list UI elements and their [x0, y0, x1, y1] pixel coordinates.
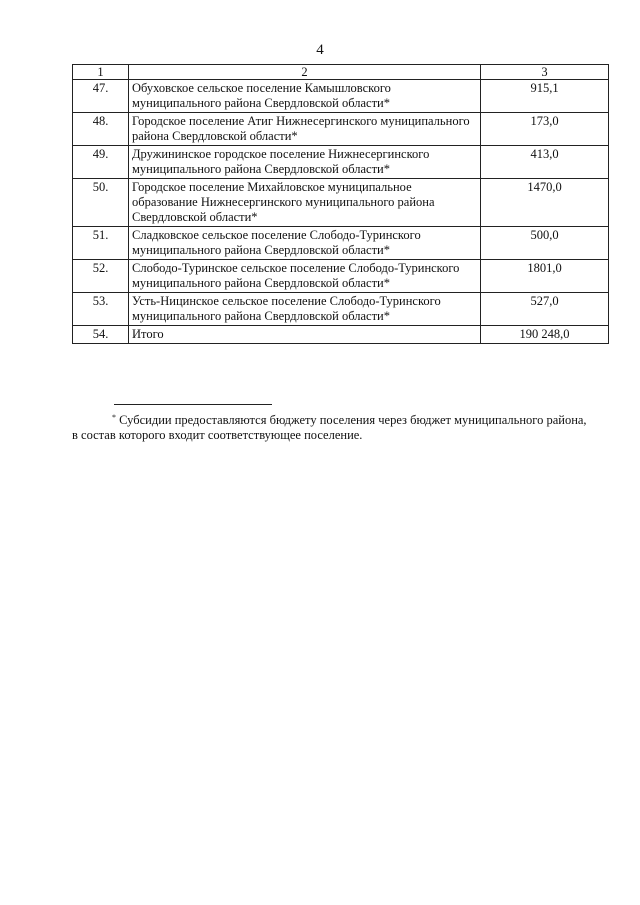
row-value: 500,0 — [481, 227, 609, 260]
row-value: 1470,0 — [481, 179, 609, 227]
row-value: 173,0 — [481, 113, 609, 146]
footnote-line-2: в состав которого входит соответствующее поселение. — [72, 428, 363, 442]
row-value: 413,0 — [481, 146, 609, 179]
footnote-line-1 — [72, 410, 612, 428]
row-value: 190 248,0 — [481, 326, 609, 344]
footnote-divider — [114, 404, 272, 405]
table-row-total — [73, 326, 609, 344]
table-row — [73, 113, 609, 146]
footnote-marker: * — [112, 413, 116, 422]
row-value: 1801,0 — [481, 260, 609, 293]
table-row — [73, 146, 609, 179]
row-name: Обуховское сельское поселение Камышловского муниципального района Свердловской области* — [129, 80, 481, 113]
row-value: 915,1 — [481, 80, 609, 113]
row-number: 53. — [73, 293, 129, 326]
row-name: Дружининское городское поселение Нижнесергинского муниципального района Свердловской области* — [129, 146, 481, 179]
row-number: 54. — [73, 326, 129, 344]
row-number: 50. — [73, 179, 129, 227]
column-header-name: 2 — [129, 65, 481, 80]
table-header-row — [73, 65, 609, 80]
row-value: 527,0 — [481, 293, 609, 326]
table-row — [73, 227, 609, 260]
footnote — [72, 410, 612, 443]
row-number: 52. — [73, 260, 129, 293]
row-number: 48. — [73, 113, 129, 146]
row-number: 51. — [73, 227, 129, 260]
row-name: Итого — [129, 326, 481, 344]
table-row — [73, 293, 609, 326]
row-number: 47. — [73, 80, 129, 113]
page-number: 4 — [316, 42, 324, 58]
table-row — [73, 80, 609, 113]
footnote-text-1: Субсидии предоставляются бюджету поселения через бюджет муниципального района, — [119, 413, 587, 427]
subsidy-table — [72, 64, 609, 344]
table-row — [73, 260, 609, 293]
table-row — [73, 179, 609, 227]
column-header-value: 3 — [481, 65, 609, 80]
row-name: Слободо-Туринское сельское поселение Слободо-Туринского муниципального района Свердловской области* — [129, 260, 481, 293]
row-name: Усть-Ницинское сельское поселение Слободо-Туринского муниципального района Свердловской области* — [129, 293, 481, 326]
column-header-number: 1 — [73, 65, 129, 80]
row-name: Городское поселение Михайловское муниципальное образование Нижнесергинского муниципального района Свердловской области* — [129, 179, 481, 227]
row-number: 49. — [73, 146, 129, 179]
row-name: Городское поселение Атиг Нижнесергинского муниципального района Свердловской области* — [129, 113, 481, 146]
row-name: Сладковское сельское поселение Слободо-Туринского муниципального района Свердловской области* — [129, 227, 481, 260]
